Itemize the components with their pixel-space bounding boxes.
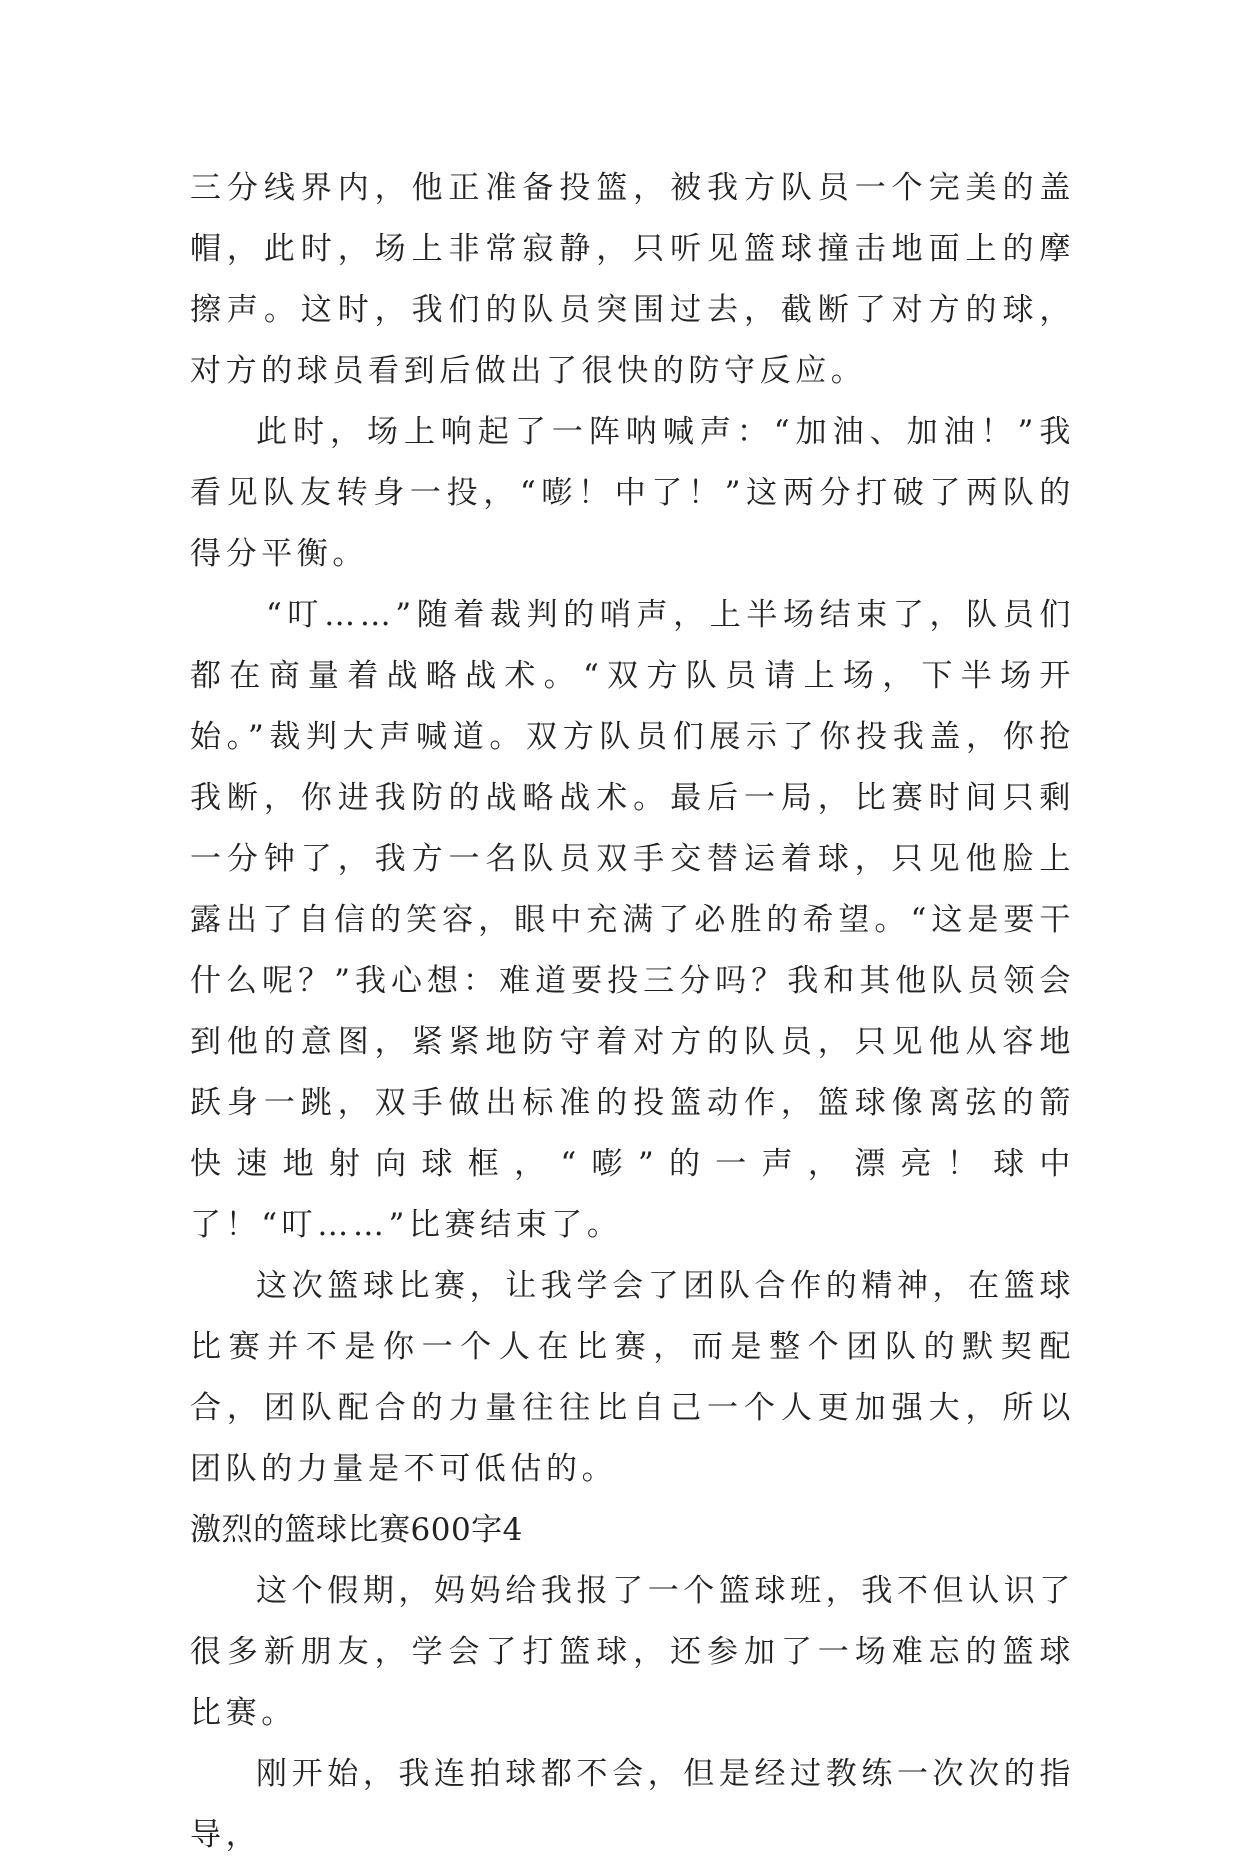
paragraph-1: 三分线界内，他正准备投篮，被我方队员一个完美的盖帽，此时，场上非常寂静，只听见篮球撞击地面上的摩擦声。这时，我们的队员突围过去，截断了对方的球，对方的球员看到后做出了很快的防守反应。 <box>190 170 1075 389</box>
paragraph-6: 刚开始，我连拍球都不会，但是经过教练一次次的指导， <box>190 1756 1075 1853</box>
section-heading: 激烈的篮球比赛600字4 <box>190 1512 523 1548</box>
paragraph-2: 此时，场上响起了一阵呐喊声：“加油、加油！”我看见队友转身一投，“嘭！中了！”这两分打破了两队的得分平衡。 <box>190 414 1075 572</box>
paragraph-5: 这个假期，妈妈给我报了一个篮球班，我不但认识了很多新朋友，学会了打篮球，还参加了一场难忘的篮球比赛。 <box>190 1573 1075 1731</box>
paragraph-4: 这次篮球比赛，让我学会了团队合作的精神，在篮球比赛并不是你一个人在比赛，而是整个团队的默契配合，团队配合的力量往往比自己一个人更加强大，所以团队的力量是不可低估的。 <box>190 1268 1075 1487</box>
document-page <box>190 158 1075 1866</box>
paragraph-3: “叮……”随着裁判的哨声，上半场结束了，队员们都在商量着战略战术。“双方队员请上场，下半场开始。”裁判大声喊道。双方队员们展示了你投我盖，你抢我断，你进我防的战略战术。最后一局，比赛时间只剩一分钟了，我方一名队员双手交替运着球，只见他脸上露出了自信的笑容，眼中充满了必胜的希望。“这是要干什么呢？”我心想：难道要投三分吗？我和其他队员领会到他的意图，紧紧地防守着对方的队员，只见他从容地跃身一跳，双手做出标准的投篮动作，篮球像离弦的箭快速地射向球框，“嘭”的一声，漂亮！球中了！“叮……”比赛结束了。 <box>190 597 1075 1243</box>
